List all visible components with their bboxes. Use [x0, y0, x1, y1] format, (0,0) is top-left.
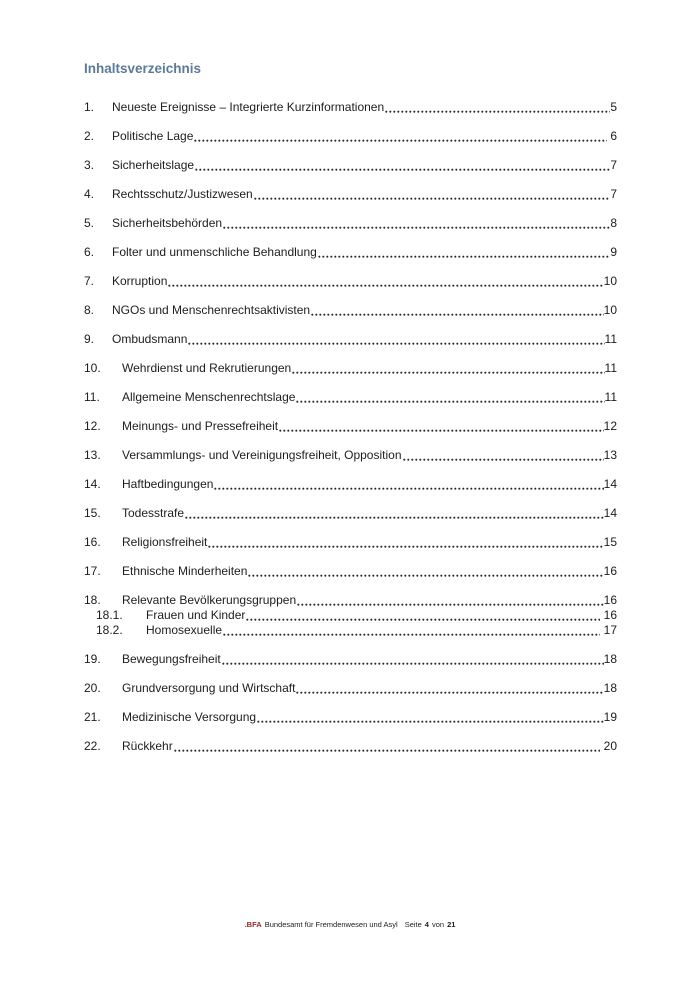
footer-page-label: Seite: [404, 920, 422, 929]
dotted-leader: [292, 361, 604, 376]
toc-entry-page: 16: [600, 608, 617, 622]
dotted-leader: [174, 739, 601, 754]
toc-entry-page: 7: [610, 187, 617, 201]
toc-entry-label: Wehrdienst und Rekrutierungen: [122, 361, 292, 375]
toc-entry-number: 8.: [84, 303, 95, 317]
toc-entry-page: 18: [603, 681, 617, 695]
toc-entry-number: 5.: [84, 216, 95, 230]
toc-entry: [84, 608, 617, 623]
toc-entry-number: 15.: [84, 506, 101, 520]
toc-entry-number: 9.: [84, 332, 95, 346]
toc-entry: [84, 303, 617, 318]
toc-entry-label: Neueste Ereignisse – Integrierte Kurzinformationen: [112, 100, 385, 114]
toc-entry-page: 7: [610, 158, 617, 172]
toc-entry-label: NGOs und Menschenrechtsaktivisten: [112, 303, 311, 317]
toc-entry-label: Rechtsschutz/Justizwesen: [112, 187, 253, 201]
toc-entry-label: Religionsfreiheit: [122, 535, 208, 549]
toc-entry-label: Bewegungsfreiheit: [122, 652, 221, 666]
toc-entry-label: Folter und unmenschliche Behandlung: [112, 245, 317, 259]
toc-entry-number: 18.2.: [96, 623, 123, 637]
toc-entry-label: Ombudsmann: [112, 332, 188, 346]
toc-entry-number: 4.: [84, 187, 95, 201]
toc-entry: [84, 245, 617, 260]
toc-entry-page: 11: [604, 361, 617, 375]
dotted-leader: [194, 129, 607, 144]
dotted-leader: [195, 158, 610, 173]
dotted-leader: [168, 274, 603, 289]
toc-entry-number: 10.: [84, 361, 101, 375]
dotted-leader: [311, 303, 604, 318]
toc-entry-page: 13: [603, 448, 617, 462]
toc-entry: [84, 158, 617, 173]
toc-entry: [84, 100, 617, 115]
dotted-leader: [223, 623, 600, 638]
toc-entry-label: Sicherheitslage: [112, 158, 195, 172]
toc-entry-label: Ethnische Minderheiten: [122, 564, 248, 578]
toc-entry: [84, 419, 617, 434]
dotted-leader: [257, 710, 604, 725]
toc-entry: [84, 652, 617, 667]
toc-entry-page: 8: [610, 216, 617, 230]
toc-entry-label: Frauen und Kinder: [146, 608, 246, 622]
toc-entry-page: 11: [604, 390, 617, 404]
toc-entry: [84, 187, 617, 202]
dotted-leader: [188, 332, 604, 347]
dotted-leader: [403, 448, 604, 463]
toc-entry: [84, 390, 617, 405]
toc-entry-label: Allgemeine Menschenrechtslage: [122, 390, 296, 404]
toc-entry-number: 20.: [84, 681, 101, 695]
toc-entry-label: Sicherheitsbehörden: [112, 216, 223, 230]
dotted-leader: [279, 419, 604, 434]
dotted-leader: [208, 535, 603, 550]
toc-list: [84, 100, 617, 768]
toc-entry: [84, 332, 617, 347]
dotted-leader: [297, 593, 604, 608]
toc-entry: [84, 477, 617, 492]
toc-entry: [84, 564, 617, 579]
toc-entry-page: 18: [603, 652, 617, 666]
toc-entry-number: 18.1.: [96, 608, 123, 622]
toc-entry-number: 13.: [84, 448, 101, 462]
toc-entry: [84, 593, 617, 608]
toc-entry-page: 14: [603, 506, 617, 520]
toc-entry: [84, 506, 617, 521]
toc-entry-label: Homosexuelle: [146, 623, 223, 637]
toc-entry-number: 3.: [84, 158, 95, 172]
dotted-leader: [254, 187, 611, 202]
toc-entry-number: 6.: [84, 245, 95, 259]
dotted-leader: [296, 681, 603, 696]
toc-entry-label: Medizinische Versorgung: [122, 710, 257, 724]
toc-entry-number: 14.: [84, 477, 101, 491]
toc-entry-number: 18.: [84, 593, 101, 607]
dotted-leader: [248, 564, 603, 579]
dotted-leader: [246, 608, 600, 623]
toc-entry-page: 17: [600, 623, 617, 637]
toc-entry: [84, 216, 617, 231]
toc-entry-label: Meinungs- und Pressefreiheit: [122, 419, 279, 433]
toc-entry: [84, 739, 617, 754]
toc-entry-page: 11: [604, 332, 617, 346]
toc-entry-page: 9: [610, 245, 617, 259]
toc-entry-page: 10: [603, 274, 617, 288]
toc-entry-label: Rückkehr: [122, 739, 173, 753]
toc-entry-page: 6: [606, 129, 617, 143]
toc-entry-number: 17.: [84, 564, 101, 578]
toc-entry-page: 10: [603, 303, 617, 317]
toc-entry-number: 12.: [84, 419, 101, 433]
dotted-leader: [296, 390, 604, 405]
toc-entry-number: 22.: [84, 739, 101, 753]
dotted-leader: [214, 477, 603, 492]
toc-entry: [84, 710, 617, 725]
toc-entry-number: 11.: [84, 390, 100, 404]
toc-entry: [84, 535, 617, 550]
toc-entry-number: 19.: [84, 652, 101, 666]
toc-entry-label: Versammlungs- und Vereinigungsfreiheit, Opposition: [122, 448, 402, 462]
toc-entry-label: Haftbedingungen: [122, 477, 214, 491]
dotted-leader: [222, 652, 604, 667]
toc-entry: [84, 274, 617, 289]
toc-entry-label: Politische Lage: [112, 129, 194, 143]
bfa-logo: .BFA: [244, 920, 262, 929]
toc-entry-number: 1.: [84, 100, 95, 114]
toc-entry: [84, 129, 617, 144]
dotted-leader: [223, 216, 610, 231]
toc-entry-label: Relevante Bevölkerungsgruppen: [122, 593, 297, 607]
toc-entry-page: 20: [600, 739, 617, 753]
toc-entry-page: 14: [603, 477, 617, 491]
dotted-leader: [385, 100, 610, 115]
toc-title: Inhaltsverzeichnis: [84, 61, 202, 76]
toc-entry-page: 19: [603, 710, 617, 724]
toc-entry-number: 16.: [84, 535, 101, 549]
dotted-leader: [318, 245, 611, 260]
dotted-leader: [185, 506, 604, 521]
toc-entry-label: Todesstrafe: [122, 506, 185, 520]
footer-of-label: von: [431, 920, 445, 929]
footer-org-text: Bundesamt für Fremdenwesen und Asyl: [264, 920, 398, 929]
footer-total-pages: 21: [447, 920, 456, 929]
toc-entry: [84, 623, 617, 638]
toc-entry-page: 16: [603, 593, 617, 607]
toc-entry-number: 7.: [84, 274, 95, 288]
toc-entry-label: Korruption: [112, 274, 168, 288]
page-footer: [0, 920, 700, 930]
footer-page-number: 4: [424, 920, 429, 929]
toc-entry-number: 2.: [84, 129, 95, 143]
toc-entry-page: 5: [610, 100, 617, 114]
toc-entry-page: 16: [603, 564, 617, 578]
toc-entry-page: 12: [603, 419, 617, 433]
toc-entry: [84, 448, 617, 463]
toc-entry: [84, 361, 617, 376]
toc-entry-label: Grundversorgung und Wirtschaft: [122, 681, 296, 695]
toc-entry-page: 15: [603, 535, 617, 549]
toc-entry: [84, 681, 617, 696]
toc-entry-number: 21.: [84, 710, 101, 724]
